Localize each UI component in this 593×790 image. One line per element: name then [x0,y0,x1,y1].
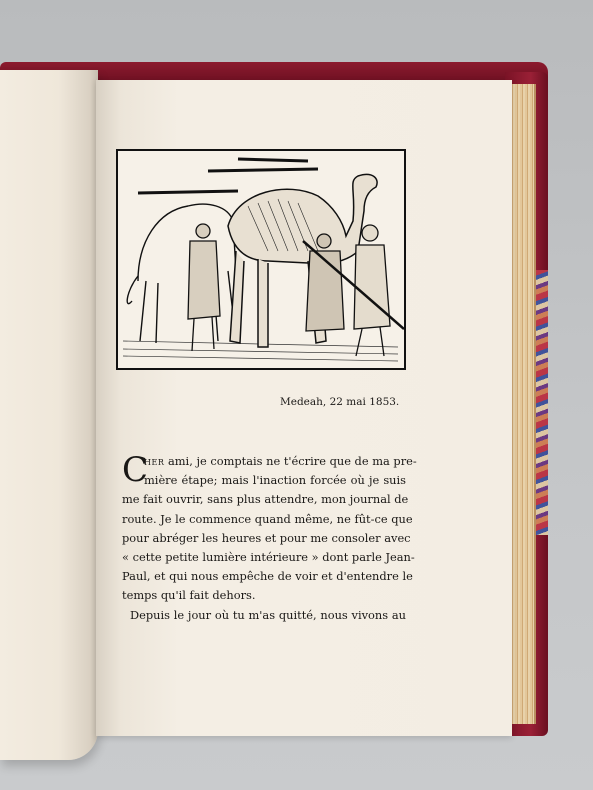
text-line-1-rest: ami, je comptais ne t'écrire que de ma pre- [164,454,417,468]
text-line-6: « cette petite lumière intérieure » dont parle Jean- [122,549,415,564]
drop-cap: C [122,450,149,490]
first-word-rest: her [144,454,165,468]
dateline: Medeah, 22 mai 1853. [280,396,400,408]
woodcut-illustration [116,149,406,370]
text-line-7: Paul, et qui nous empêche de voir et d'entendre le [122,569,413,584]
text-line-3: me fait ouvrir, sans plus attendre, mon journal de [122,492,409,507]
text-line-5: pour abréger les heures et pour me consoler avec [122,530,411,545]
left-page [0,70,98,760]
marbled-endpaper [534,270,548,535]
text-line-8: temps qu'il fait dehors. [122,588,256,603]
body-text [122,452,417,625]
text-line-1 [122,452,417,471]
text-line-2: mière étape; mais l'inaction forcée où je suis [144,473,406,488]
text-line-4: route. Je le commence quand même, ne fût-ce que [122,511,413,526]
text-line-9: Depuis le jour où tu m'as quitté, nous vivons au [130,607,406,622]
